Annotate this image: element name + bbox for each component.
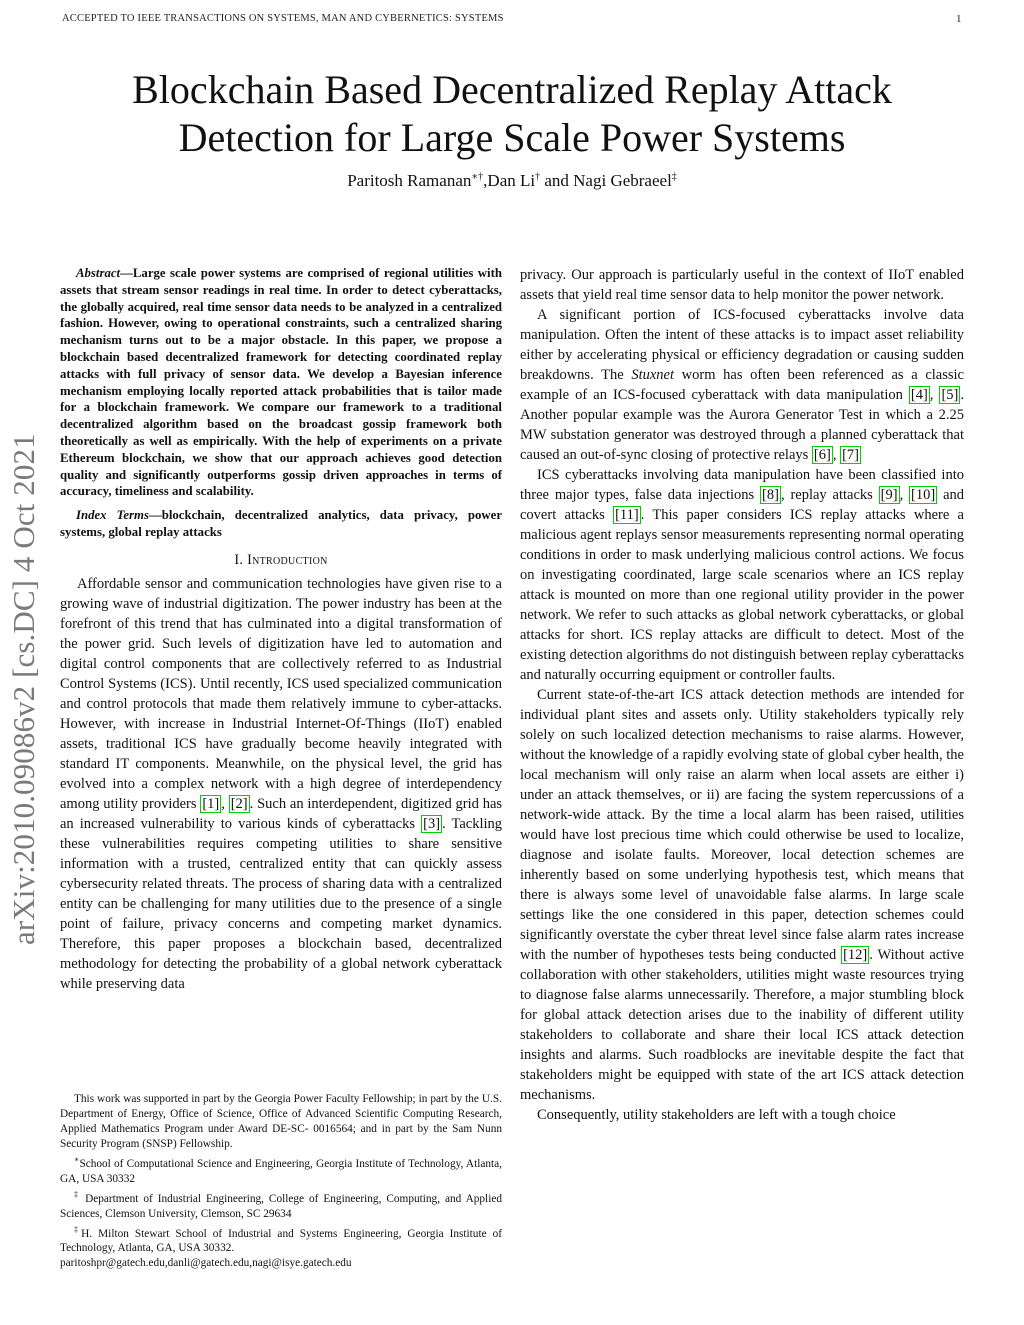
text-run: and covert attacks	[520, 487, 965, 523]
index-terms-label: Index Terms	[76, 508, 149, 523]
text-run: . Tackling these vulnerabilities requires competing utilities to share sensitive information with a trusted, centralized entity that can quickly assess cybersecurity related threats. The process of sharing data with a centralized entity can be challenging for many utilities due to the presence of a single point of failure, privacy concerns and competing market dynamics. Therefore, this paper proposes a blockchain based, decentralized methodology for detecting the probability of a global network cyberattack while preserving data	[60, 815, 502, 992]
footnote-mark: ∗	[74, 1155, 80, 1164]
paragraph-state-of-the-art	[520, 685, 964, 1105]
index-terms-text: blockchain, decentralized analytics, data privacy, power systems, global replay attacks	[60, 508, 502, 539]
arxiv-stamp: arXiv:2010.09086v2 [cs.DC] 4 Oct 2021	[6, 433, 41, 945]
paragraph-continuation: privacy. Our approach is particularly useful in the context of IIoT enabled assets that yield real time sensor data to help monitor the power network.	[520, 267, 964, 303]
running-header: ACCEPTED TO IEEE TRANSACTIONS ON SYSTEMS, MAN AND CYBERNETICS: SYSTEMS	[62, 13, 504, 24]
author-1: Paritosh Ramanan	[347, 171, 472, 190]
text-run: ,	[899, 487, 910, 503]
text-run: . This paper considers ICS replay attacks where a malicious agent replays sensor measurements representing normal operating conditions in order to mask underlying malicious control actions. We focus on investigating coordinated, large scale scenarios where an ICS replay attack is mounted on more than one regional utility provider in the power network. We refer to such attacks as global network cyberattacks, or global attacks for short. ICS replay attacks are difficult to detect. Most of the existing detection algorithms do not distinguish between replay cyberattacks and naturally occurring equipment or controller faults.	[520, 507, 964, 683]
footnote-text: Department of Industrial Engineering, College of Engineering, Computing, and Applied Sciences, Clemson University, Clemson, SC 29634	[60, 1192, 502, 1220]
citation-link[interactable]: [3]	[423, 815, 441, 832]
section-heading-introduction	[60, 552, 502, 569]
text-run: A significant portion of ICS-focused cyberattacks involve data manipulation. Often the intent of these attacks is to impact asset reliability either by accelerating physical or efficiency degradation or causing sudden breakdowns. The	[520, 307, 964, 383]
text-run: ,	[929, 387, 940, 403]
text-run: . Another popular example was the Aurora Generator Test in which a 2.25 MW substation generator was destroyed through a planned cyberattack that caused an out-of-sync closing of protective relays	[520, 387, 964, 463]
text-run: ,	[832, 447, 841, 463]
right-column	[520, 265, 964, 1125]
author-separator: ,	[483, 171, 488, 190]
paragraph-ics-manipulation	[520, 305, 964, 465]
index-terms	[60, 507, 502, 541]
intro-paragraph	[60, 574, 502, 994]
stuxnet-term: Stuxnet	[631, 367, 674, 383]
index-terms-dash: —	[148, 508, 162, 523]
citation-link[interactable]: [2]	[230, 795, 248, 812]
title-line-2: Detection for Large Scale Power Systems	[178, 115, 846, 160]
abstract	[60, 265, 502, 500]
citation-link[interactable]: [12]	[843, 947, 868, 963]
section-title: Introduction	[247, 551, 328, 568]
text-run: , replay attacks	[780, 487, 879, 503]
affiliation-footnote-1	[60, 1152, 502, 1187]
section-number: I.	[234, 551, 248, 568]
citation-link[interactable]: [9]	[880, 487, 898, 503]
paper-title	[60, 66, 964, 162]
footnote-text: School of Computational Science and Engineering, Georgia Institute of Technology, Atlanta, GA, USA 30332	[60, 1157, 502, 1185]
citation-link[interactable]: [11]	[615, 507, 639, 523]
footnote-mark: ‡	[74, 1189, 81, 1199]
text-run: ICS cyberattacks involving data manipulation have been classified into three major types, false data injections	[520, 467, 964, 503]
citation-link[interactable]: [6]	[813, 447, 831, 463]
author-emails: paritoshpr@gatech.edu,danli@gatech.edu,nagi@isye.gatech.edu	[60, 1257, 352, 1270]
footnote-text: H. Milton Stewart School of Industrial and Systems Engineering, Georgia Institute of Technology, Atlanta, GA, USA 30332.	[60, 1227, 503, 1255]
author-3-marks: ‡	[671, 171, 677, 183]
abstract-text: Large scale power systems are comprised of regional utilities with assets that stream sensor readings in real time. In order to detect cyberattacks, the globally acquired, real time sensor data needs to be analyzed in a centralized fashion. However, owing to operational constraints, such a centralized sharing mechanism turns out to be a major obstacle. In this paper, we propose a blockchain based decentralized framework for detecting coordinated replay attacks with full privacy of sensor data. We develop a Bayesian inference mechanism employing locally reported attack probabilities that is tailor made for a blockchain framework. We compare our framework to a traditional decentralized algorithm based on the broadcast gossip framework both theoretically as well as empirically. With the help of experiments on a private Ethereum blockchain, we show that our approach achieves good detection quality and significantly outperforms gossip driven approaches in terms of accuracy, timeliness and scalability.	[60, 266, 502, 499]
text-run: . Such an interdependent, digitized grid has an increased vulnerability to various kinds of cyberattacks	[60, 795, 503, 832]
funding-footnote: This work was supported in part by the Georgia Power Faculty Fellowship; in part by the U.S. Department of Energy, Office of Science, Office of Advanced Scientific Computing Research, Applied Mathematics Program under Award DE-SC- 0016564; and in part by the Sam Nunn Security Program (SNSP) Fellowship.	[60, 1093, 502, 1150]
text-run: Current state-of-the-art ICS attack detection methods are intended for individual plant sites and assets only. Utility stakeholders typically rely solely on such localized detection mechanisms to raise alarms. However, without the knowledge of a rapidly evolving state of global cyber health, the local mechanism will only raise an alarm when local assets are either i) under an attack themselves, or ii) are facing the system repercussions of a network-wide attack. By the time a local alarm has been raised, utilities would have lost precious time which could otherwise be used to localize, diagnose and isolate faults. Moreover, local detection schemes are inherently based on some underlying hypothesis test, which means that there is always some level of unavoidable false alarms. In large scale settings like the one considered in this paper, detection schemes could significantly overstate the cyber threat level since false alarm rates increase with the number of hypotheses tests being conducted	[520, 687, 964, 963]
affiliation-footnote-2	[60, 1187, 502, 1222]
title-line-1: Blockchain Based Decentralized Replay Attack	[132, 67, 892, 112]
paragraph-consequently: Consequently, utility stakeholders are left with a tough choice	[537, 1107, 896, 1123]
text-run: ,	[221, 795, 229, 812]
author-and: and	[540, 171, 574, 190]
citation-link[interactable]: [4]	[910, 387, 928, 403]
affiliation-footnote-3	[60, 1222, 502, 1257]
text-run: worm has often been referenced as a classic example of an ICS-focused cyberattack with data manipulation	[520, 367, 964, 403]
text-run: . Without active collaboration with other stakeholders, utilities might waste resources trying to diagnose false alarms unnecessarily. Therefore, a major stumbling block for global attack detection arises due to the inability of different utility stakeholders to collaborate and share their local ICS attack detection insights and alarms. Such roadblocks are inevitable despite the fact that stakeholders might be equipped with state of the art ICS attack detection mechanisms.	[520, 947, 964, 1103]
author-3: Nagi Gebraeel	[573, 171, 672, 190]
footnote-mark: ‡	[74, 1224, 82, 1234]
page-number: 1	[956, 13, 962, 25]
author-list	[60, 171, 964, 191]
paragraph-attack-types	[520, 465, 964, 685]
left-column	[60, 265, 502, 994]
author-2-marks: †	[535, 171, 541, 183]
abstract-label: Abstract	[76, 266, 121, 280]
citation-link[interactable]: [7]	[842, 447, 860, 463]
author-2: Dan Li	[487, 171, 536, 190]
footnotes	[60, 1092, 502, 1271]
text-run: Affordable sensor and communication technologies have given rise to a growing wave of industrial digitization. The power industry has been at the forefront of this trend that has culminated into a digital transformation of the power grid. Such levels of digitization have led to automation and digital control components that are collectively referred to as Industrial Control Systems (ICS). Until recently, ICS used specialized communication and control protocols that made them relatively immune to cyber-attacks. However, with increase in Industrial Internet-Of-Things (IIoT) enabled assets, traditional ICS have gradually become heavily integrated with standard IT components. Meanwhile, on the physical level, the grid has evolved into a complex network with a high degree of interdependency among utility providers	[60, 575, 502, 812]
citation-link[interactable]: [1]	[202, 795, 220, 812]
citation-link[interactable]: [5]	[941, 387, 959, 403]
author-1-marks: ∗†	[471, 171, 484, 183]
abstract-dash: —	[120, 266, 133, 280]
citation-link[interactable]: [10]	[911, 487, 936, 503]
citation-link[interactable]: [8]	[762, 487, 779, 503]
